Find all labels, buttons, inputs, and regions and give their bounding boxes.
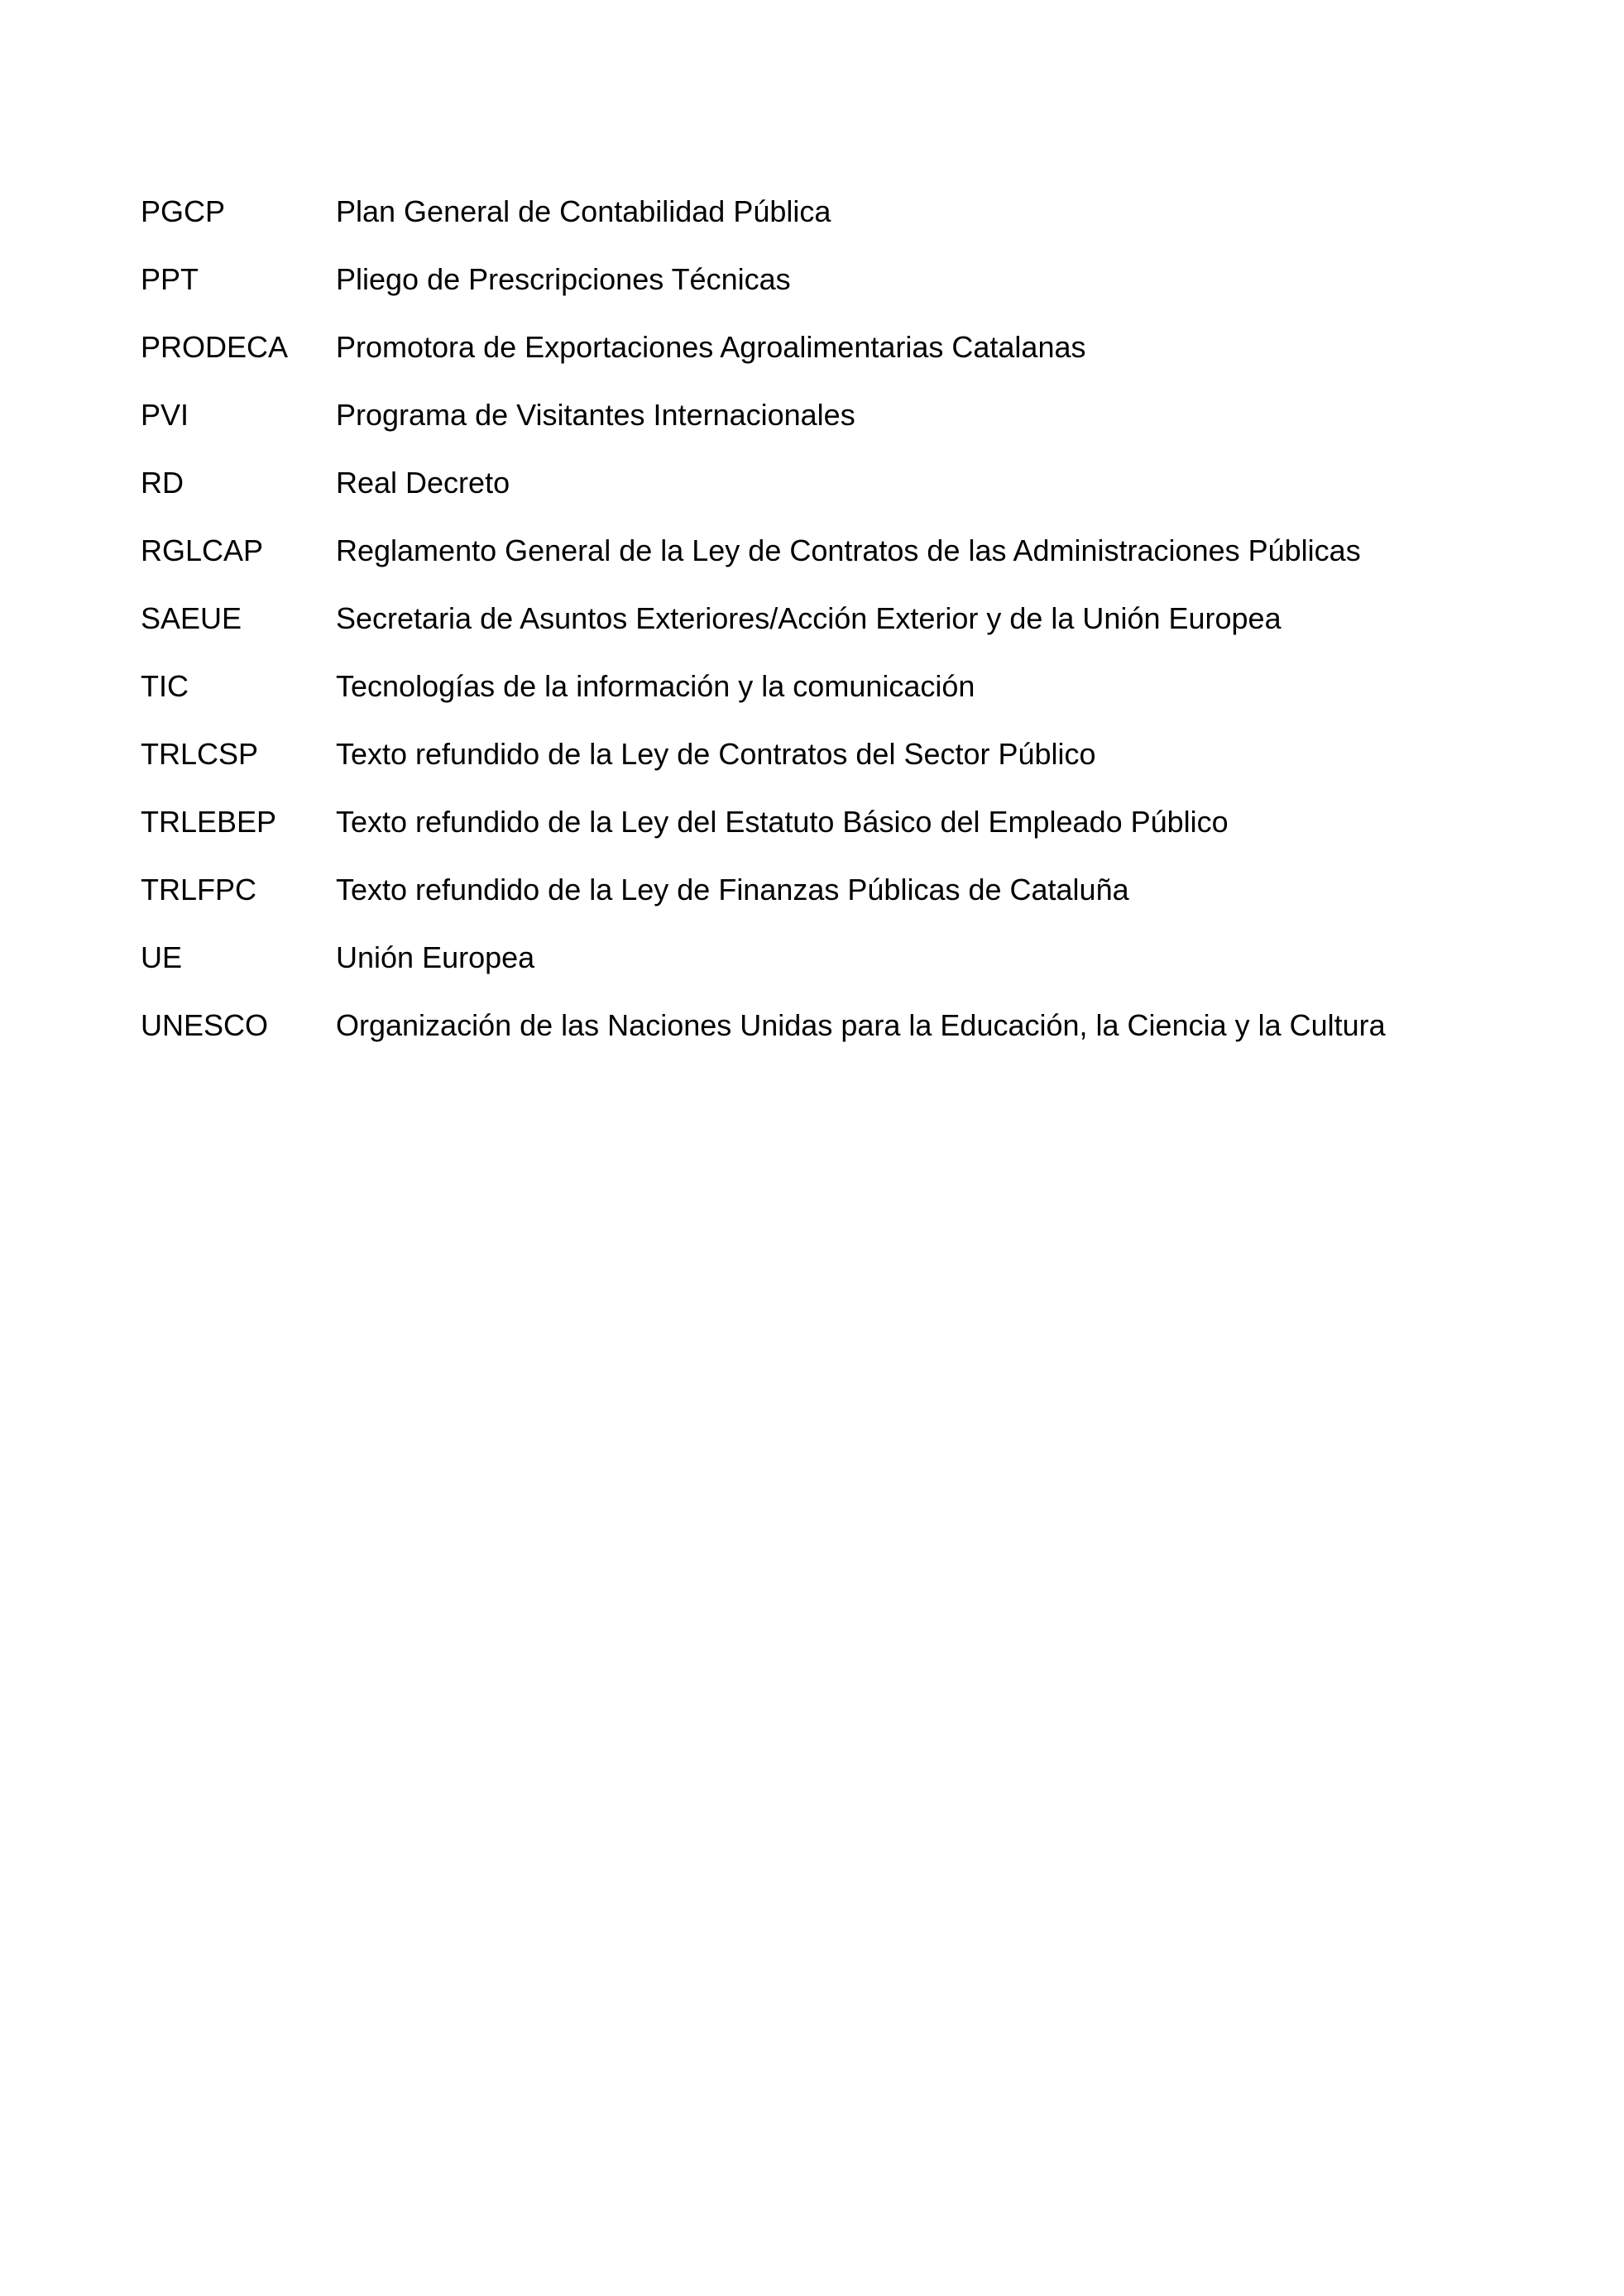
abbreviation-term: RD (141, 466, 184, 500)
abbreviation-term: TRLFPC (141, 873, 257, 906)
abbreviation-row (141, 391, 1497, 459)
abbreviation-row (141, 798, 1497, 866)
abbreviation-term: PGCP (141, 194, 226, 228)
abbreviation-definition: Unión Europea (336, 940, 535, 974)
abbreviation-list (141, 188, 1497, 1069)
abbreviation-row (141, 527, 1497, 595)
abbreviation-definition: Programa de Visitantes Internacionales (336, 398, 855, 432)
abbreviation-definition: Promotora de Exportaciones Agroalimentarias Catalanas (336, 330, 1086, 364)
abbreviation-term: PVI (141, 398, 189, 432)
abbreviation-definition: Organización de las Naciones Unidas para la Educación, la Ciencia y la Cultura (336, 1008, 1386, 1042)
abbreviation-row (141, 459, 1497, 527)
abbreviation-row (141, 256, 1497, 323)
abbreviation-definition: Reglamento General de la Ley de Contratos de las Administraciones Públicas (336, 533, 1361, 567)
abbreviation-definition: Texto refundido de la Ley del Estatuto Básico del Empleado Público (336, 805, 1229, 839)
abbreviation-term: TIC (141, 669, 189, 703)
abbreviation-definition: Tecnologías de la información y la comunicación (336, 669, 975, 703)
abbreviation-row (141, 595, 1497, 662)
abbreviation-definition: Pliego de Prescripciones Técnicas (336, 262, 791, 296)
abbreviation-term: RGLCAP (141, 533, 264, 567)
abbreviation-row (141, 934, 1497, 1002)
abbreviation-definition: Secretaria de Asuntos Exteriores/Acción Exterior y de la Unión Europea (336, 601, 1281, 635)
abbreviation-term: SAEUE (141, 601, 242, 635)
abbreviation-row (141, 866, 1497, 934)
abbreviation-definition: Texto refundido de la Ley de Finanzas Públicas de Cataluña (336, 873, 1129, 906)
abbreviation-row (141, 662, 1497, 730)
abbreviation-definition: Plan General de Contabilidad Pública (336, 194, 831, 228)
abbreviation-row (141, 323, 1497, 391)
abbreviation-term: PPT (141, 262, 199, 296)
abbreviation-term: UNESCO (141, 1008, 269, 1042)
abbreviation-term: PRODECA (141, 330, 289, 364)
abbreviation-row (141, 188, 1497, 256)
abbreviation-definition: Texto refundido de la Ley de Contratos del Sector Público (336, 737, 1096, 771)
abbreviation-row (141, 730, 1497, 798)
abbreviation-row (141, 1002, 1497, 1069)
abbreviation-term: TRLCSP (141, 737, 259, 771)
abbreviation-term: UE (141, 940, 183, 974)
abbreviation-term: TRLEBEP (141, 805, 277, 839)
abbreviation-definition: Real Decreto (336, 466, 510, 500)
